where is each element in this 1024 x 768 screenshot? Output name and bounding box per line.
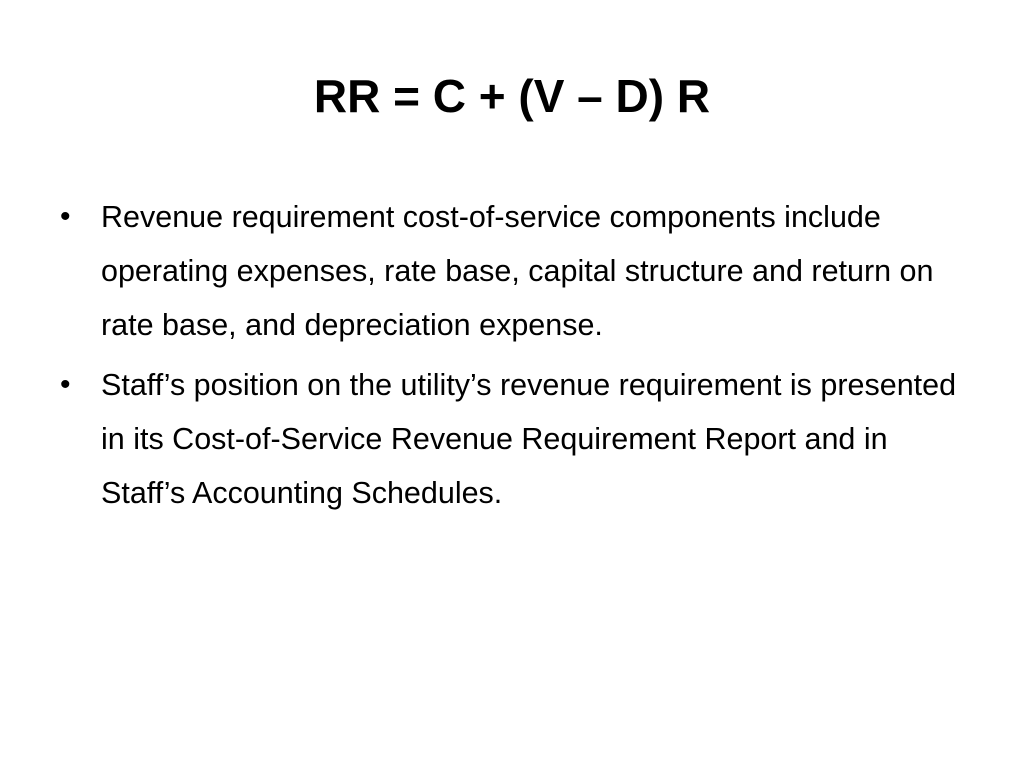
bullet-item-staff-position [60,358,975,520]
bullet-marker: • [60,368,71,401]
bullet-text: Revenue requirement cost-of-service components include operating expenses, rate base, capital structure and return on rate base, and depreciation expense. [101,200,934,342]
slide-title: RR = C + (V – D) R [313,70,711,122]
bullet-marker: • [60,200,71,233]
bullet-item-revenue-components [60,190,975,352]
bullet-list [60,190,975,526]
bullet-text: Staff’s position on the utility’s revenue requirement is presented in its Cost-of-Service Revenue Requirement Report and in Staff’s Accounting Schedules. [101,368,957,510]
